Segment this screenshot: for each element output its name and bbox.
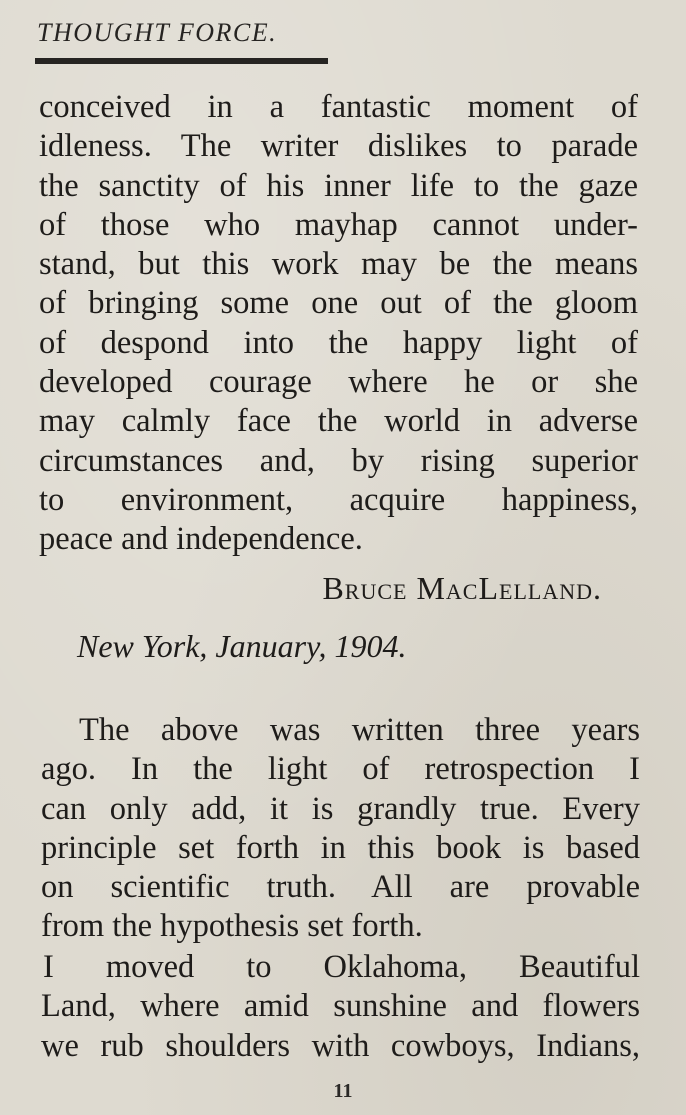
paragraph-1-line: developed courage where he or she [39, 364, 638, 401]
paragraph-3 [41, 948, 640, 1066]
page-number: 11 [333, 1080, 353, 1102]
paragraph-3-line: Land, where amid sunshine and flowers [41, 988, 640, 1025]
paragraph-2-line: ago. In the light of retrospection I [41, 751, 640, 788]
paragraph-3-line: I moved to Oklahoma, Beautiful [43, 949, 640, 985]
paragraph-1 [39, 88, 638, 560]
paragraph-2-line: The above was written three years [79, 712, 640, 748]
paragraph-1-line: circumstances and, by rising superior [39, 442, 638, 479]
paragraph-1-line: conceived in a fantastic moment of [39, 89, 638, 125]
paragraph-2-line: can only add, it is grandly true. Every [41, 790, 640, 827]
paragraph-2-line: on scientific truth. All are provable [41, 869, 640, 906]
paragraph-2-line: principle set forth in this book is based [41, 829, 640, 866]
dateline: New York, January, 1904. [77, 628, 407, 664]
author-signature: Bruce MacLelland. [322, 570, 602, 606]
paragraph-1-line: the sanctity of his inner life to the gaze [39, 167, 638, 204]
paragraph-3-line: we rub shoulders with cowboys, Indians, [41, 1027, 640, 1064]
running-head: THOUGHT FORCE. [37, 18, 278, 47]
paragraph-1-line: of those who mayhap cannot under- [39, 206, 638, 243]
paragraph-2 [41, 711, 640, 947]
paragraph-1-line: may calmly face the world in adverse [39, 403, 638, 440]
paragraph-2-line: from the hypothesis set forth. [41, 908, 423, 945]
paragraph-1-line: peace and independence. [39, 521, 363, 558]
paragraph-1-line: to environment, acquire happiness, [39, 481, 638, 518]
paragraph-1-line: stand, but this work may be the means [39, 246, 638, 283]
paragraph-1-line: of despond into the happy light of [39, 324, 638, 361]
header-rule [35, 58, 328, 64]
paragraph-1-line: of bringing some one out of the gloom [39, 285, 638, 322]
paragraph-1-line: idleness. The writer dislikes to parade [39, 128, 638, 165]
